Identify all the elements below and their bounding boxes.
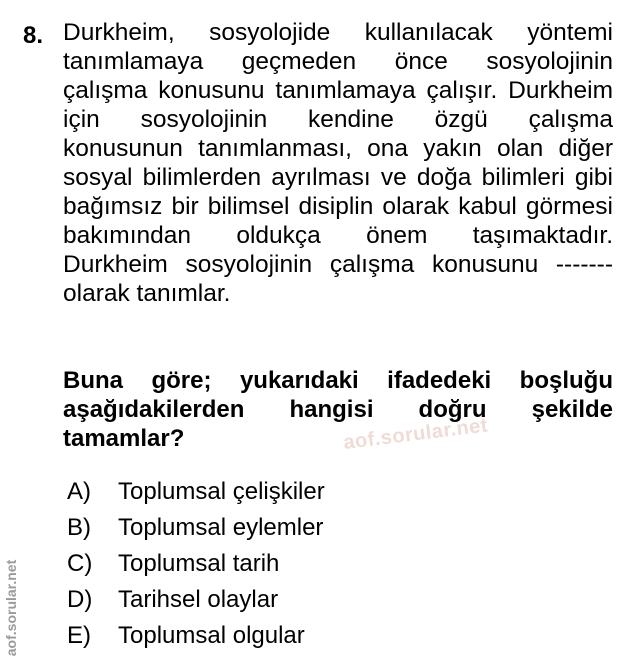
option-text: Toplumsal çelişkiler xyxy=(118,478,325,505)
prompt-line: Buna göre; yukarıdaki ifadedeki boşluğu xyxy=(63,367,613,394)
watermark-center: aof.sorular.net xyxy=(342,414,490,455)
stem-line: bağımsız bir bilimsel disiplin olarak kabul görmesi xyxy=(63,193,613,220)
stem-line: tanımlamaya geçmeden önce sosyolojinin xyxy=(63,48,613,75)
question-stem xyxy=(63,18,613,308)
option-e[interactable] xyxy=(67,618,325,654)
option-text: Tarihsel olaylar xyxy=(118,586,279,613)
option-text: Toplumsal tarih xyxy=(118,550,280,577)
option-letter: B) xyxy=(67,514,91,541)
answer-options xyxy=(67,474,325,654)
stem-line: olarak tanımlar. xyxy=(63,280,231,307)
prompt-line: tamamlar? xyxy=(63,425,185,452)
option-c[interactable] xyxy=(67,546,325,582)
option-letter: E) xyxy=(67,622,91,649)
stem-line: Durkheim sosyolojinin çalışma konusunu ------- xyxy=(63,251,613,278)
watermark-side: aof.sorular.net xyxy=(3,559,19,657)
stem-line: için sosyolojinin kendine özgü çalışma xyxy=(63,106,613,133)
option-b[interactable] xyxy=(67,510,325,546)
option-letter: A) xyxy=(67,478,91,505)
prompt-line: aşağıdakilerden hangisi doğru şekilde xyxy=(63,396,613,423)
option-letter: C) xyxy=(67,550,93,577)
stem-line: çalışma konusunu tanımlamaya çalışır. Durkheim xyxy=(63,77,613,104)
option-d[interactable] xyxy=(67,582,325,618)
stem-line: konusunun tanımlanması, ona yakın olan diğer xyxy=(63,135,613,162)
option-a[interactable] xyxy=(67,474,325,510)
stem-line: sosyal bilimlerden ayrılması ve doğa bilimleri gibi xyxy=(63,164,613,191)
option-letter: D) xyxy=(67,586,93,613)
stem-line: bakımından oldukça önem taşımaktadır. xyxy=(63,222,613,249)
option-text: Toplumsal olgular xyxy=(118,622,305,649)
stem-line: Durkheim, sosyolojide kullanılacak yöntemi xyxy=(63,19,613,46)
question-prompt xyxy=(63,366,613,453)
question-number: 8. xyxy=(23,22,44,49)
option-text: Toplumsal eylemler xyxy=(118,514,324,541)
